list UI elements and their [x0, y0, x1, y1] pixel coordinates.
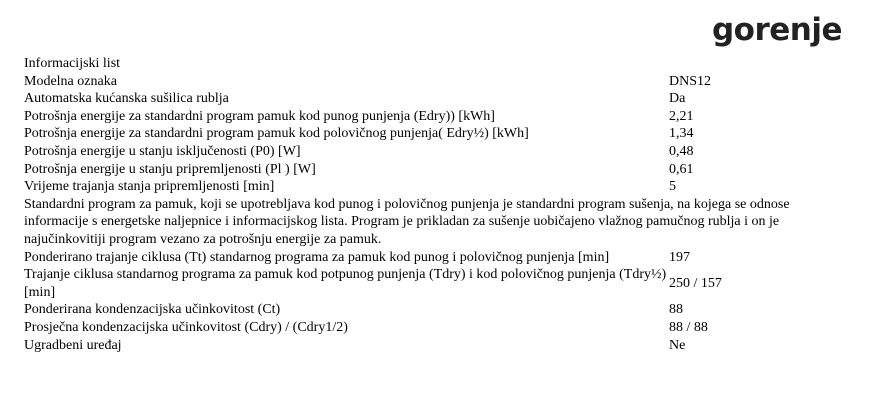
row-value: 5 [669, 179, 676, 195]
table-row [24, 337, 854, 355]
row-label: Automatska kućanska sušilica rublja [24, 91, 229, 107]
table-row [24, 178, 854, 196]
gorenje-logo: gorenje [711, 12, 842, 48]
table-row [24, 161, 854, 179]
row-label: Potrošnja energije u stanju pripremljenosti (Pl ) [W] [24, 161, 316, 177]
sheet-title: Informacijski list [24, 56, 121, 71]
row-label: Vrijeme trajanja stanja pripremljenosti [min] [24, 179, 275, 195]
row-value: 0,61 [669, 161, 694, 177]
information-sheet [24, 55, 854, 354]
row-value: 1,34 [669, 126, 694, 142]
row-value: 0,48 [669, 143, 694, 159]
row-value: DNS12 [669, 73, 712, 89]
row-label: Potrošnja energije za standardni program pamuk kod polovičnog punjenja( Edry½) [kWh] [24, 126, 529, 142]
table-row [24, 249, 854, 267]
table-row [24, 108, 854, 126]
row-label: Ponderirana kondenzacijska učinkovitost (Ct) [24, 302, 281, 318]
table-row [24, 73, 854, 91]
row-label: Potrošnja energije u stanju isključenosti (P0) [W] [24, 143, 301, 159]
row-value: 88 [669, 302, 683, 318]
row-value: Da [669, 91, 686, 107]
row-value: 197 [669, 249, 690, 265]
row-label: Ponderirano trajanje ciklusa (Tt) standarnog programa za pamuk kod punog i polovičnog punjenja [min] [24, 249, 610, 265]
table-row [24, 90, 854, 108]
program-note: Standardni program za pamuk, koji se upotrebljava kod punog i polovičnog punjenja je standardni program sušenja, na kojega se odnose informacije s energetske naljepnice i informacijskog lista. Program je prikladan za sušenje uobičajeno vlažnog pamučnog rublja i on je najučinkovitiji program vezano za potrošnju energije za pamuk. [24, 196, 790, 247]
row-label: Potrošnja energije za standardni program pamuk kod punog punjenja (Edry)) [kWh] [24, 108, 495, 124]
table-row [24, 143, 854, 161]
row-value: 250 / 157 [669, 275, 722, 291]
row-value: 88 / 88 [669, 319, 708, 335]
row-value: Ne [669, 337, 686, 353]
row-label: Modelna oznaka [24, 73, 117, 89]
row-label: Trajanje ciklusa standarnog programa za pamuk kod potpunog punjenja (Tdry) i kod polovičnog punjenja (Tdry½) [min] [24, 267, 667, 300]
table-row [24, 125, 854, 143]
row-value: 2,21 [669, 108, 694, 124]
row-label: Prosječna kondenzacijska učinkovitost (Cdry) / (Cdry1/2) [24, 319, 348, 335]
row-label: Ugradbeni uređaj [24, 337, 122, 353]
table-row [24, 319, 854, 337]
table-row [24, 301, 854, 319]
table-row [24, 266, 854, 301]
